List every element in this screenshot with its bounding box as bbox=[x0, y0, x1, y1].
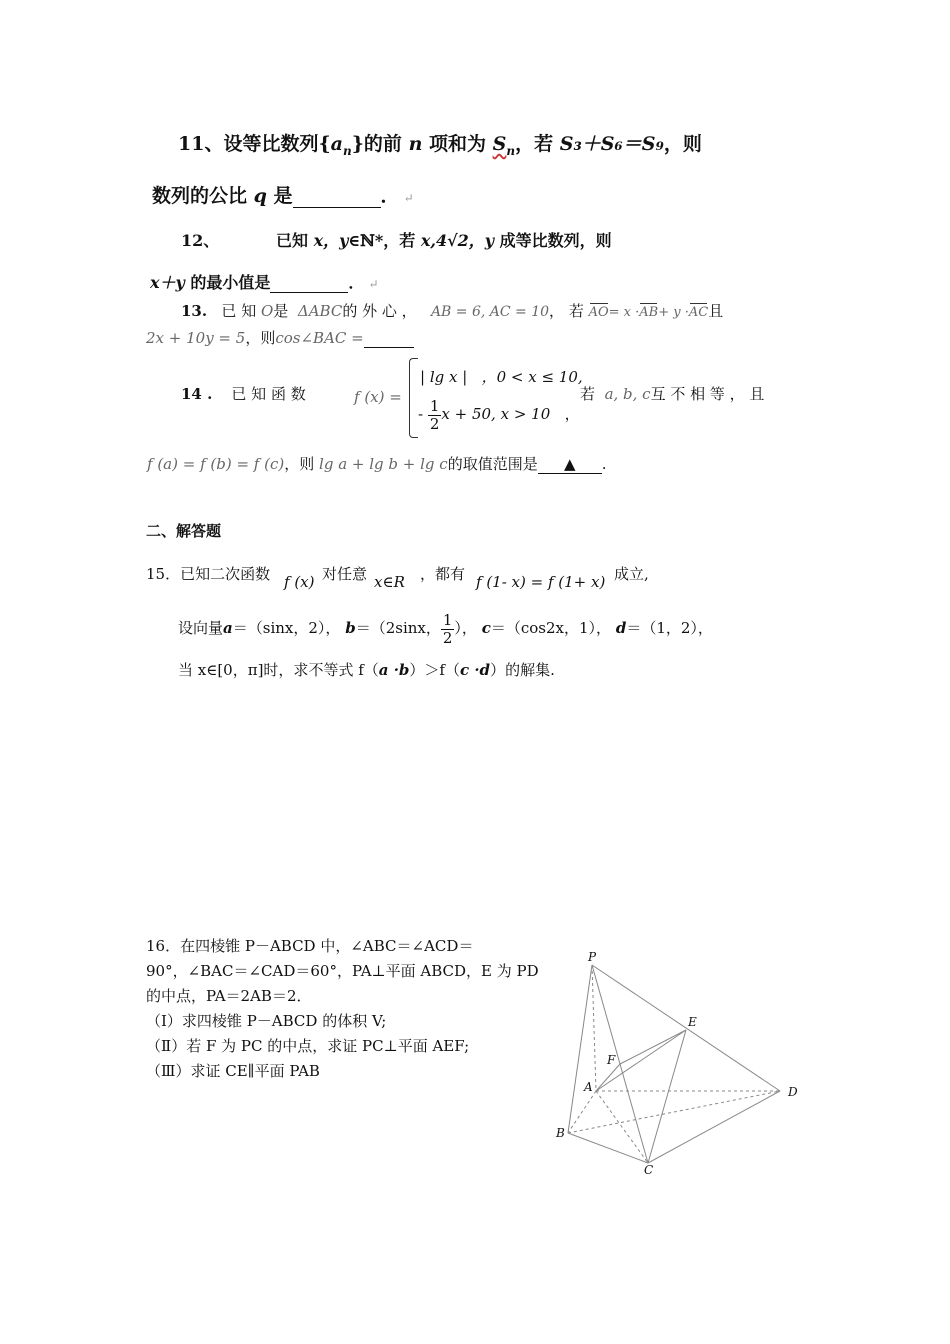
label-a: A bbox=[584, 1080, 593, 1094]
edge-ab bbox=[568, 1091, 596, 1133]
q14-fx: f (x) = bbox=[354, 388, 402, 406]
edge-bd bbox=[568, 1091, 780, 1133]
q14-case2: - $\frac{1}{2}$ x + 50, x > 10 ， bbox=[418, 397, 580, 433]
edge-pb bbox=[568, 965, 592, 1133]
q16-line: （Ⅱ）若 F 为 PC 的中点，求证 PC⊥平面 AEF; bbox=[146, 1037, 470, 1055]
answer-blank bbox=[270, 273, 348, 293]
q15-cond: f (1- x) = f (1+ x) bbox=[476, 573, 606, 591]
edge-ac bbox=[596, 1091, 648, 1163]
q12-line2: x＋y 的最小值是 ． ↵ bbox=[150, 273, 379, 292]
answer-blank bbox=[364, 329, 414, 348]
label-d: D bbox=[788, 1085, 798, 1099]
answer-blank: ▲ bbox=[538, 455, 602, 474]
q16-line: 90°，∠BAC＝∠CAD＝60°，PA⊥平面 ABCD，E 为 PD bbox=[146, 962, 539, 980]
fraction-half: $\frac{1}{2}$ bbox=[442, 611, 453, 647]
label-c: C bbox=[644, 1163, 654, 1177]
q12-line1-text: 已知 x，y∈ℕ*，若 x,4√2，y 成等比数列，则 bbox=[276, 231, 612, 250]
edge-pd bbox=[592, 965, 780, 1091]
q14-case1: | lg x | ，0 < x ≤ 10, bbox=[420, 368, 583, 386]
pyramid-figure bbox=[540, 945, 820, 1185]
label-p: P bbox=[588, 950, 597, 964]
q14-line1: 14 . 已 知 函 数 bbox=[181, 385, 306, 403]
edge-cd bbox=[648, 1091, 780, 1163]
q15-fx: f (x) bbox=[284, 573, 315, 591]
label-e: E bbox=[688, 1015, 697, 1029]
q16-line: 16．在四棱锥 P－ABCD 中，∠ABC＝∠ACD＝ bbox=[146, 937, 474, 955]
q13-line1: 13. 已 知 O是 ΔABC的 外 心 ， AB = 6, AC = 10， 若 AO= x ·AB+ y ·AC且 bbox=[181, 302, 724, 320]
q12-line1: 12、 bbox=[181, 231, 220, 250]
edge-ce bbox=[648, 1030, 686, 1163]
q15-vectors: 设向量a＝（sinx，2）， b＝（2sinx， $\frac{1}{2}$ ）， c＝（cos2x，1）， d＝（1，2）， bbox=[178, 611, 713, 647]
q15-last: 当 x∈[0，π]时，求不等式 f（a ·b）＞f（c ·d）的解集. bbox=[178, 661, 555, 679]
section-title: 二、解答题 bbox=[146, 522, 222, 540]
label-b: B bbox=[556, 1126, 565, 1140]
q15-xr: x∈R bbox=[374, 573, 405, 591]
fraction-half: $\frac{1}{2}$ bbox=[429, 397, 440, 433]
piecewise-brace bbox=[409, 358, 418, 438]
q16-line: （Ⅰ）求四棱锥 P－ABCD 的体积 V; bbox=[146, 1012, 387, 1030]
edge-fe bbox=[620, 1030, 686, 1064]
q15-text-c: ，都有 bbox=[420, 565, 466, 583]
q15-text-d: 成立, bbox=[614, 565, 649, 583]
q15-text-b: 对任意 bbox=[322, 565, 368, 583]
edge-pa bbox=[592, 965, 596, 1091]
q15-line1: 15．已知二次函数 bbox=[146, 565, 271, 583]
q16-line: （Ⅲ）求证 CE∥平面 PAB bbox=[146, 1062, 320, 1080]
label-f: F bbox=[607, 1053, 616, 1067]
q11-line2: 数列的公比 q 是 ． ↵ bbox=[152, 185, 414, 207]
q14-line2: f (a) = f (b) = f (c)，则 lg a + lg b + lg c的取值范围是 ▲ . bbox=[147, 455, 607, 473]
q16-text bbox=[146, 934, 539, 1084]
edge-bc bbox=[568, 1133, 648, 1163]
q13-line2: 2x + 10y = 5，则cos∠BAC = bbox=[146, 327, 414, 348]
q16-line: 的中点，PA＝2AB＝2． bbox=[146, 987, 312, 1005]
q11-line1: 11、设等比数列$\{a_n\}$的前 n 项和为 $S_n$，若 S₃＋S₆＝S₉，则 bbox=[178, 133, 702, 158]
answer-blank bbox=[293, 185, 381, 208]
q14-line1-end: 若 a, b, c互 不 相 等 ， 且 bbox=[580, 385, 765, 403]
